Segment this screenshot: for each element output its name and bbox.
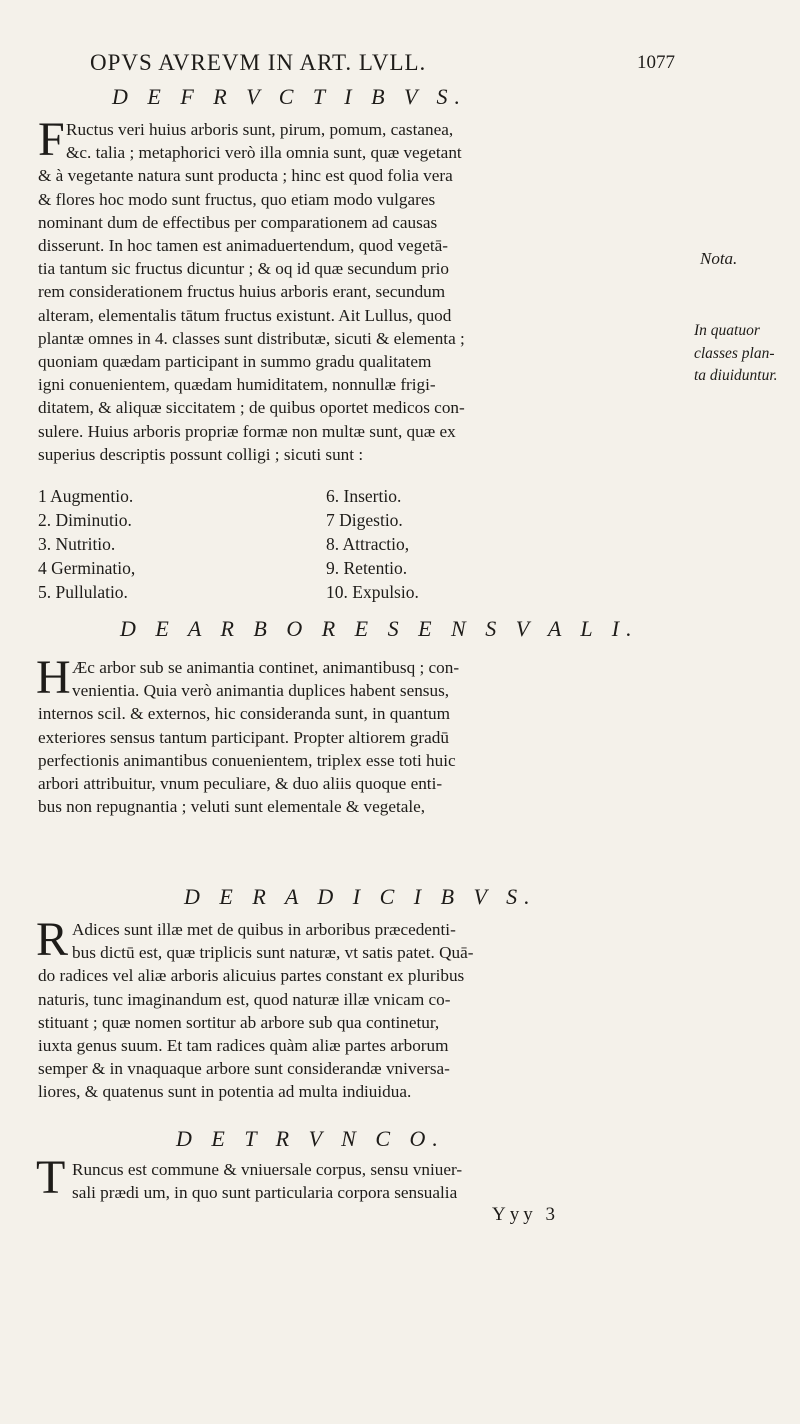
text-line: plantæ omnes in 4. classes sunt distributæ, sicuti & elementa ;	[38, 328, 465, 348]
text-line: disserunt. In hoc tamen est animaduertendum, quod vegetā-	[38, 236, 448, 256]
paragraph-trunco	[36, 1151, 463, 1204]
list-item: 7 Digestio.	[326, 510, 403, 530]
text-line: alteram, elementalis tātum fructus existunt. Ait Lullus, quod	[38, 305, 452, 325]
list-item: 2. Diminutio.	[38, 510, 132, 530]
heading-de-radicibus: D E R A D I C I B V S.	[184, 884, 537, 909]
dropcap-r: R	[36, 913, 69, 966]
text-line: Adices sunt illæ met de quibus in arboribus præcedenti-	[72, 920, 456, 939]
list-item: 8. Attractio,	[326, 534, 410, 554]
text-line: quoniam quædam participant in summo gradu qualitatem	[38, 352, 432, 372]
running-head-title: OPVS AVREVM IN ART. LVLL.	[90, 50, 427, 75]
text-line: exteriores sensus tantum participant. Propter altiorem gradū	[38, 727, 449, 747]
paragraph-fructibus	[38, 113, 465, 466]
list-item: 4 Germinatio,	[38, 558, 136, 578]
signature-mark: Yyy 3	[492, 1204, 559, 1225]
list-item: 9. Retentio.	[326, 558, 408, 578]
text-line: superius descriptis possunt colligi ; sicuti sunt :	[38, 444, 364, 464]
heading-de-fructibus: D E F R V C T I B V S.	[112, 84, 468, 109]
text-line: sali prædi um, in quo sunt particularia corpora sensualia	[72, 1183, 458, 1203]
text-line: Æc arbor sub se animantia continet, animantibusq ; con-	[72, 658, 460, 677]
text-line: venientia. Quia verò animantia duplices habent sensus,	[72, 681, 450, 701]
text-line: bus non repugnantia ; veluti sunt elementale & vegetale,	[38, 797, 426, 817]
text-line: Runcus est commune & vniuersale corpus, sensu vniuer-	[72, 1160, 463, 1179]
text-line: & flores hoc modo sunt fructus, quo etiam modo vulgares	[38, 189, 436, 209]
list-item: 3. Nutritio.	[38, 534, 116, 554]
text-line: bus dictū est, quæ triplicis sunt naturæ, vt satis patet. Quā-	[72, 943, 474, 963]
text-line: ditatem, & aliquæ siccitatem ; de quibus oportet medicos con-	[38, 398, 465, 418]
text-line: internos scil. & externos, hic consideranda sunt, in quantum	[38, 704, 450, 724]
text-line: stituant ; quæ nomen sortitur ab arbore sub qua continetur,	[38, 1012, 440, 1032]
text-line: do radices vel aliæ arboris alicuius partes constant ex pluribus	[38, 966, 465, 986]
text-line: nominant dum de effectibus per comparationem ad causas	[38, 212, 438, 232]
margin-note-line: ta diuiduntur.	[694, 367, 778, 384]
heading-de-trunco: D E T R V N C O.	[176, 1126, 445, 1151]
text-line: naturis, tunc imaginandum est, quod naturæ illæ vnicam co-	[38, 989, 451, 1009]
margin-note-classes	[694, 320, 778, 388]
text-line: iuxta genus suum. Et tam radices quàm aliæ partes arborum	[38, 1036, 449, 1056]
dropcap-t: T	[36, 1151, 66, 1204]
margin-note-nota: Nota.	[700, 249, 738, 268]
text-line: tia tantum sic fructus dicuntur ; & oq id quæ secundum prio	[38, 259, 450, 279]
heading-de-arbore-sensuali: D E A R B O R E S E N S V A L I.	[120, 616, 639, 641]
paragraph-arbore	[36, 651, 460, 818]
dropcap-h: H	[36, 651, 71, 704]
margin-note-line: In quatuor	[694, 322, 760, 339]
dropcap-f: F	[38, 113, 65, 166]
list-item: 5. Pullulatio.	[38, 582, 128, 602]
margin-note-line: classes plan-	[694, 344, 775, 362]
text-line: &c. talia ; metaphorici verò illa omnia sunt, quæ vegetant	[66, 143, 462, 163]
list-item: 1 Augmentio.	[38, 486, 134, 506]
text-line: rem considerationem fructus huius arboris erant, secundum	[38, 282, 446, 302]
text-line: igni conuenientem, quædam humiditatem, nonnullæ frigi-	[38, 375, 436, 395]
text-line: liores, & quatenus sunt in potentia ad multa indiuidua.	[38, 1082, 412, 1102]
text-line: perfectionis animantibus conuenientem, triplex esse toti huic	[38, 750, 456, 770]
text-line: arbori attribuitur, vnum peculiare, & duo aliis quoque enti-	[38, 774, 443, 794]
text-line: semper & in vnaquaque arbore sunt considerandæ vniversa-	[38, 1059, 450, 1079]
list-item: 10. Expulsio.	[326, 582, 419, 602]
running-head	[90, 50, 710, 76]
paragraph-radicibus	[36, 913, 474, 1104]
text-line: Ructus veri huius arboris sunt, pirum, pomum, castanea,	[66, 120, 454, 139]
text-line: sulere. Huius arboris propriæ formæ non multæ sunt, quæ ex	[38, 421, 456, 441]
text-line: & à vegetante natura sunt producta ; hinc est quod folia vera	[38, 166, 453, 186]
page-number: 1077	[637, 52, 675, 73]
list-item: 6. Insertio.	[326, 486, 402, 506]
